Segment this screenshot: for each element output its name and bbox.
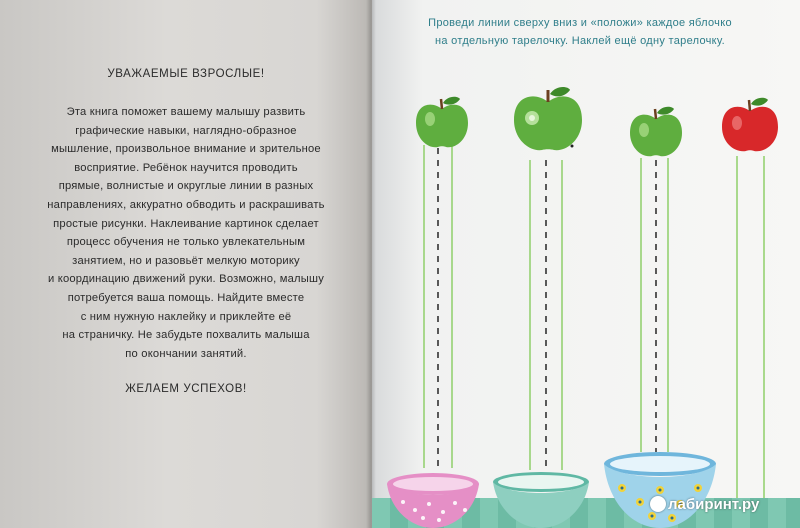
apple-4 bbox=[716, 95, 784, 157]
apple-1 bbox=[410, 93, 474, 153]
foreword-line: прямые, волнистые и округлые линии в разных bbox=[58, 180, 314, 193]
foreword-line: процесс обучения не только увлекательным bbox=[66, 236, 306, 249]
apple-3 bbox=[625, 103, 687, 161]
foreword-line: Эта книга поможет вашему малышу развить bbox=[66, 106, 306, 118]
tracing-track-1 bbox=[424, 145, 452, 468]
foreword-line: простые рисунки. Наклеивание картинок сделает bbox=[53, 217, 319, 230]
foreword-line: и координацию движений руки. Возможно, малышу bbox=[47, 273, 324, 286]
foreword-line: по окончании занятий. bbox=[125, 347, 247, 360]
foreword-line: на страничку. Не забудьте похвалить малыша bbox=[62, 329, 310, 342]
tracing-track-2 bbox=[530, 160, 562, 470]
foreword-line: мышление, произвольное внимание и зрительное bbox=[51, 143, 321, 156]
foreword-line: потребуется ваша помощь. Найдите вместе bbox=[67, 291, 305, 304]
foreword-line: с ним нужную наклейку и приклейте её bbox=[80, 310, 292, 323]
foreword-line: направлениях, аккуратно обводить и раскрашивать bbox=[47, 198, 325, 211]
foreword-closing: ЖЕЛАЕМ УСПЕХОВ! bbox=[125, 383, 247, 396]
bowl-blue bbox=[600, 450, 720, 528]
instruction-line: Проведи линии сверху вниз и «положи» каждое яблочко bbox=[428, 17, 732, 29]
foreword-title: УВАЖАЕМЫЕ ВЗРОСЛЫЕ! bbox=[107, 68, 265, 80]
apple-2 bbox=[508, 82, 588, 156]
tracing-track-3 bbox=[641, 158, 668, 452]
foreword-line: графические навыки, наглядно-образное bbox=[75, 124, 297, 137]
foreword-line: восприятие. Ребёнок научится проводить bbox=[74, 161, 298, 174]
foreword-line: занятием, но и разовьёт мелкую моторику bbox=[72, 254, 300, 267]
watermark-logo-icon bbox=[650, 496, 666, 512]
bowl-teal bbox=[489, 470, 593, 528]
tracing-track-4 bbox=[737, 156, 764, 498]
instruction-line: на отдельную тарелочку. Наклей ещё одну тарелочку. bbox=[435, 35, 725, 47]
watermark-text: лабиринт.ру bbox=[668, 496, 760, 513]
bowl-pink bbox=[383, 470, 483, 528]
